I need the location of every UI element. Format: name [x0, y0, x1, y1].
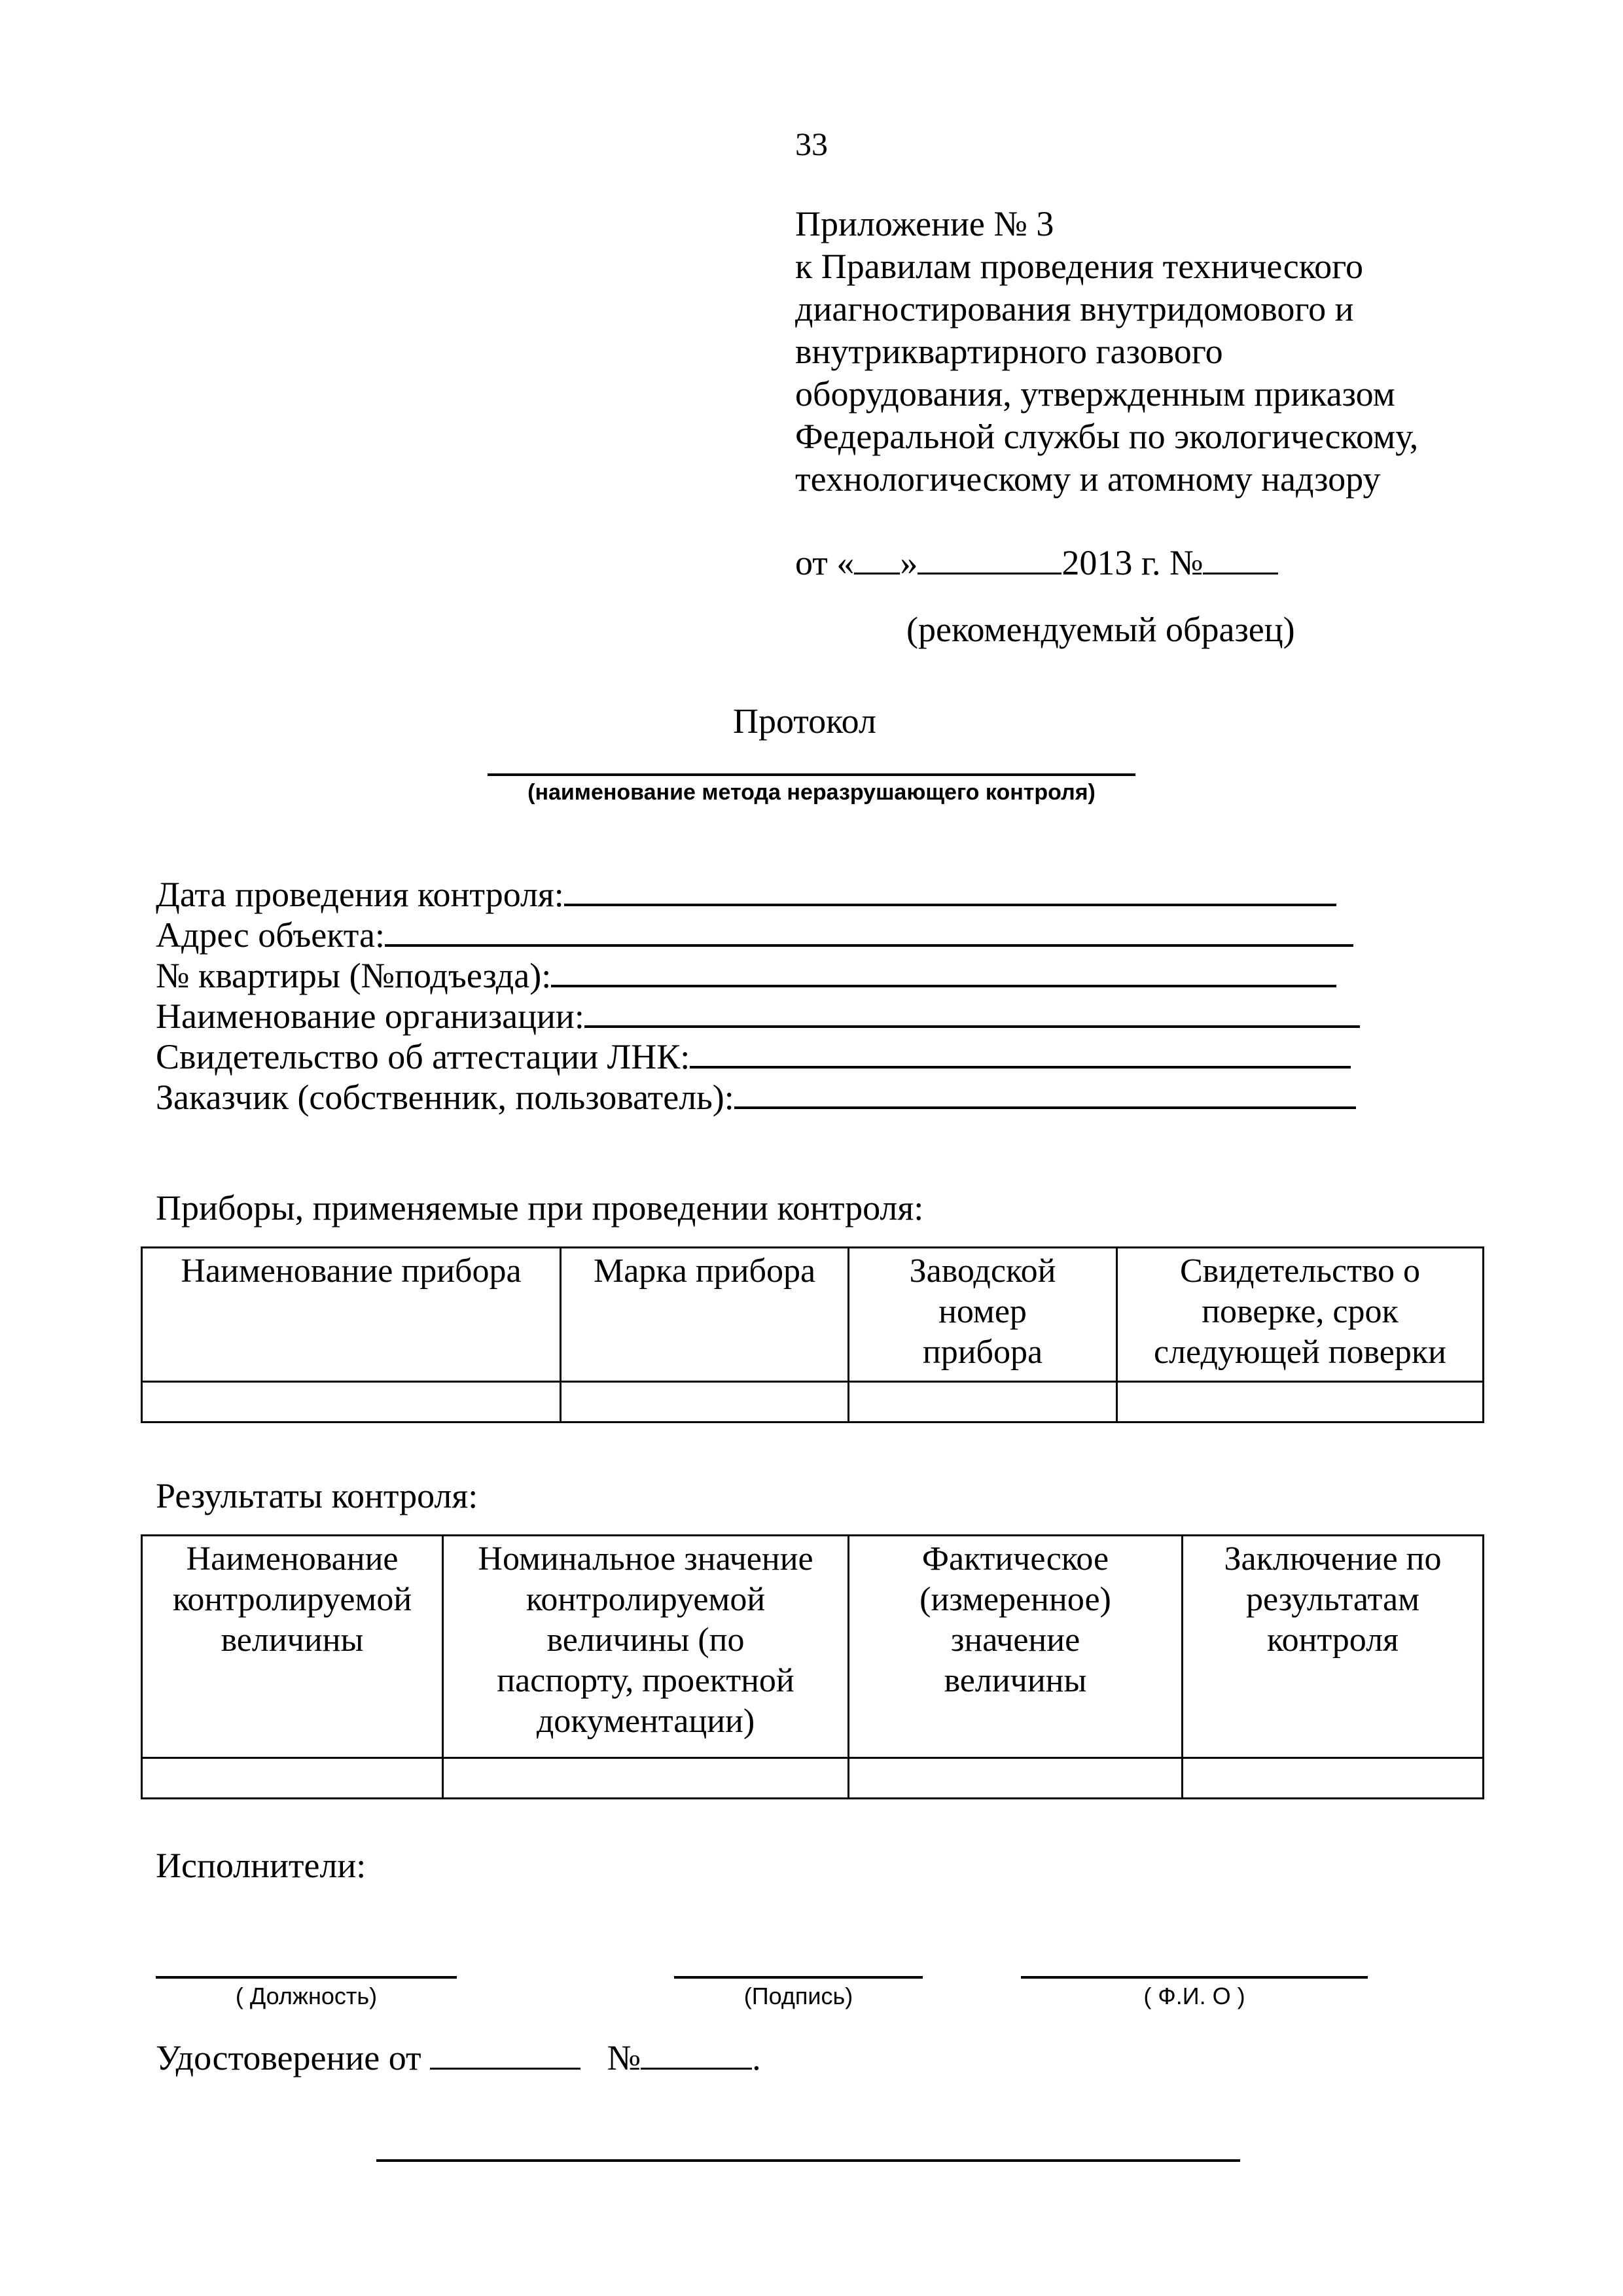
bottom-blank-line[interactable]: [376, 2159, 1240, 2162]
table-header-cell: Наименование прибора: [142, 1248, 561, 1382]
table-cell[interactable]: [849, 1758, 1183, 1799]
signature-blank-line[interactable]: [674, 1976, 923, 1979]
performers-title: Исполнители:: [156, 1846, 366, 1885]
appendix-line: оборудования, утвержденным приказом: [795, 374, 1395, 414]
table-header-row: [142, 1248, 1484, 1382]
order-date-line: [795, 540, 1278, 584]
field-row: [156, 874, 1360, 914]
day-blank[interactable]: [854, 540, 900, 574]
table-cell[interactable]: [443, 1758, 849, 1799]
certificate-date-blank[interactable]: [430, 2035, 580, 2070]
table-header-cell: Номинальное значение контролируемой величины (по паспорту, проектной документации): [443, 1536, 849, 1758]
table-row: [142, 1758, 1484, 1799]
table-header-cell: Заводской номер прибора: [849, 1248, 1117, 1382]
appendix-line: Федеральной службы по экологическому,: [795, 417, 1419, 456]
field-row: [156, 914, 1360, 955]
results-title: Результаты контроля:: [156, 1476, 478, 1515]
signature-caption: (Подпись): [743, 1983, 853, 2009]
lnk-certificate-field[interactable]: [690, 1036, 1351, 1069]
devices-title: Приборы, применяемые при проведении контроля:: [156, 1188, 924, 1227]
protocol-fields: [156, 874, 1360, 1117]
organization-field[interactable]: [584, 995, 1360, 1028]
appendix-line: Приложение № 3: [795, 204, 1054, 243]
certificate-label: Удостоверение от: [156, 2038, 421, 2077]
field-row: [156, 1076, 1360, 1117]
appendix-line: диагностирования внутридомового и: [795, 289, 1354, 328]
appendix-line: к Правилам проведения технического: [795, 247, 1363, 286]
table-cell[interactable]: [1183, 1758, 1484, 1799]
field-label: Адрес объекта:: [156, 915, 385, 955]
devices-table: [141, 1246, 1484, 1423]
table-header-cell: Свидетельство о поверке, срок следующей поверки: [1117, 1248, 1484, 1382]
appendix-line: технологическому и атомному надзору: [795, 459, 1381, 499]
field-label: Заказчик (собственник, пользователь):: [156, 1078, 734, 1117]
certificate-line: [156, 2035, 761, 2079]
position-blank-line[interactable]: [156, 1976, 457, 1979]
table-header-cell: Заключение по результатам контроля: [1183, 1536, 1484, 1758]
method-caption: (наименование метода неразрушающего контроля): [527, 780, 1096, 805]
date-quote-close: »: [900, 543, 918, 582]
page-number: 33: [795, 126, 828, 162]
appendix-header: [795, 203, 1548, 501]
protocol-title: Протокол: [733, 701, 876, 741]
certificate-end: .: [752, 2038, 761, 2077]
control-date-field[interactable]: [564, 874, 1336, 906]
customer-field[interactable]: [734, 1076, 1356, 1109]
table-header-cell: Фактическое (измеренное) значение величины: [849, 1536, 1183, 1758]
field-label: Наименование организации:: [156, 997, 584, 1036]
table-cell[interactable]: [561, 1382, 849, 1422]
table-header-cell: Наименование контролируемой величины: [142, 1536, 443, 1758]
name-caption: ( Ф.И. О ): [1143, 1983, 1245, 2009]
certificate-number-blank[interactable]: [641, 2035, 752, 2070]
certificate-number-sign: №: [607, 2038, 641, 2077]
order-number-blank[interactable]: [1203, 540, 1278, 574]
date-prefix: от «: [795, 543, 855, 582]
appendix-line: внутриквартирного газового: [795, 332, 1223, 371]
table-header-cell: Марка прибора: [561, 1248, 849, 1382]
field-label: № квартиры (№подъезда):: [156, 956, 552, 995]
month-blank[interactable]: [918, 540, 1061, 574]
position-caption: ( Должность): [235, 1983, 378, 2009]
table-header-row: [142, 1536, 1484, 1758]
table-cell[interactable]: [1117, 1382, 1484, 1422]
field-label: Свидетельство об аттестации ЛНК:: [156, 1037, 690, 1076]
field-row: [156, 955, 1360, 995]
table-cell[interactable]: [142, 1758, 443, 1799]
table-row: [142, 1382, 1484, 1422]
field-row: [156, 1036, 1360, 1076]
name-blank-line[interactable]: [1021, 1976, 1368, 1979]
object-address-field[interactable]: [385, 914, 1353, 947]
method-blank-line[interactable]: [488, 773, 1135, 776]
results-table: [141, 1534, 1484, 1799]
table-cell[interactable]: [849, 1382, 1117, 1422]
field-row: [156, 995, 1360, 1036]
sample-note: (рекомендуемый образец): [906, 610, 1295, 649]
date-year: 2013 г. №: [1061, 543, 1204, 582]
table-cell[interactable]: [142, 1382, 561, 1422]
field-label: Дата проведения контроля:: [156, 875, 564, 914]
apartment-number-field[interactable]: [551, 955, 1336, 987]
